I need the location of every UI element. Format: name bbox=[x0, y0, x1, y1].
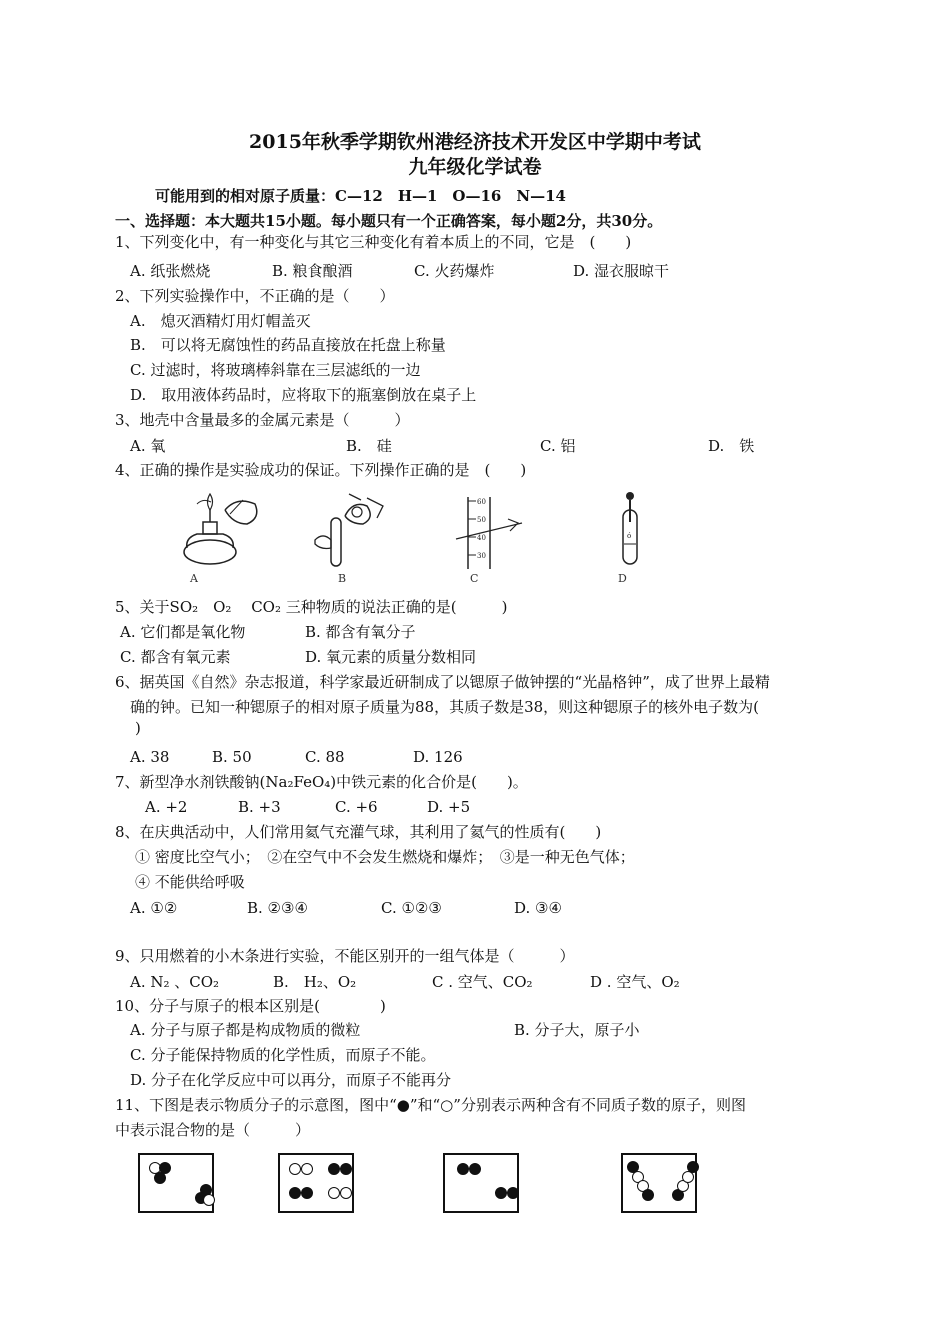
solid-atom bbox=[687, 1161, 699, 1173]
q6-option-c: C. 88 bbox=[305, 748, 345, 766]
q9-option-b: B. H₂、O₂ bbox=[273, 973, 357, 991]
figure-d-label: D bbox=[618, 572, 627, 585]
q1-option-b: B. 粮食酿酒 bbox=[272, 262, 353, 280]
section-heading: 一、选择题：本大题共15小题。每小题只有一个正确答案，每小题2分，共30分。 bbox=[115, 212, 663, 230]
q3-option-a: A. 氧 bbox=[130, 437, 166, 455]
figure-a-alcohol-lamp bbox=[175, 490, 265, 575]
q1-option-c: C. 火药爆炸 bbox=[414, 262, 495, 280]
tick-label-40: 40 bbox=[477, 534, 486, 542]
q6-stem-line3: ) bbox=[135, 719, 141, 737]
q9-option-d: D . 空气、O₂ bbox=[590, 973, 680, 991]
q2-option-c: C. 过滤时，将玻璃棒斜靠在三层滤纸的一边 bbox=[130, 361, 421, 379]
q3-option-d: D. 铁 bbox=[708, 437, 755, 455]
figure-c-label: C bbox=[470, 572, 479, 585]
q2-option-b: B. 可以将无腐蚀性的药品直接放在托盘上称量 bbox=[130, 336, 446, 354]
figure-a-label: A bbox=[190, 572, 198, 585]
tick-label-60: 60 bbox=[477, 498, 486, 506]
q10-stem: 10、分子与原子的根本区别是( ) bbox=[115, 997, 386, 1015]
tick-label-50: 50 bbox=[477, 516, 486, 524]
tick-label-30: 30 bbox=[477, 552, 486, 560]
solid-atom bbox=[301, 1187, 313, 1199]
q9-option-c: C . 空气、CO₂ bbox=[432, 973, 533, 991]
q1-option-a: A. 纸张燃烧 bbox=[130, 262, 211, 280]
solid-atom bbox=[469, 1163, 481, 1175]
hollow-atom bbox=[203, 1194, 215, 1206]
q4-stem: 4、正确的操作是实验成功的保证。下列操作正确的是 ( ) bbox=[115, 461, 527, 479]
q3-option-c: C. 铝 bbox=[540, 437, 576, 455]
q7-option-a: A. +2 bbox=[145, 798, 188, 816]
molecule-box-d bbox=[621, 1153, 697, 1213]
q1-option-d: D. 湿衣服晾干 bbox=[573, 262, 670, 280]
q2-stem: 2、下列实验操作中，不正确的是（ ） bbox=[115, 287, 395, 305]
q8-properties-2: ④ 不能供给呼吸 bbox=[135, 873, 245, 891]
solid-atom bbox=[457, 1163, 469, 1175]
q1-stem: 1、下列变化中，有一种变化与其它三种变化有着本质上的不同，它是 ( ) bbox=[115, 233, 632, 251]
q10-option-b: B. 分子大，原子小 bbox=[514, 1021, 640, 1039]
q5-stem: 5、关于SO₂ O₂ CO₂ 三种物质的说法正确的是( ) bbox=[115, 598, 508, 616]
q8-option-d: D. ③④ bbox=[514, 899, 562, 917]
figure-d-dropper bbox=[610, 488, 650, 573]
q7-option-b: B. +3 bbox=[238, 798, 281, 816]
figure-b-label: B bbox=[338, 572, 347, 585]
solid-atom bbox=[154, 1172, 166, 1184]
q8-stem: 8、在庆典活动中，人们常用氦气充灌气球，其利用了氦气的性质有( ) bbox=[115, 823, 602, 841]
solid-atom bbox=[328, 1163, 340, 1175]
hollow-atom bbox=[340, 1187, 352, 1199]
solid-atom bbox=[289, 1187, 301, 1199]
q9-stem: 9、只用燃着的小木条进行实验，不能区别开的一组气体是（ ） bbox=[115, 947, 575, 965]
hollow-atom bbox=[301, 1163, 313, 1175]
q6-stem-line1: 6、据英国《自然》杂志报道，科学家最近研制成了以锶原子做钟摆的“光晶格钟”，成了世界上最精 bbox=[115, 673, 770, 691]
q8-option-a: A. ①② bbox=[130, 899, 178, 917]
q5-option-c: C. 都含有氧元素 bbox=[120, 648, 231, 666]
figure-c-graduated-cylinder bbox=[450, 493, 530, 575]
q5-option-b: B. 都含有氧分子 bbox=[305, 623, 416, 641]
q3-stem: 3、地壳中含量最多的金属元素是（ ） bbox=[115, 411, 410, 429]
q5-option-a: A. 它们都是氧化物 bbox=[120, 623, 246, 641]
molecule-box-c bbox=[443, 1153, 519, 1213]
figure-b-test-tube bbox=[305, 488, 395, 578]
q10-option-a: A. 分子与原子都是构成物质的微粒 bbox=[130, 1021, 361, 1039]
q10-option-c: C. 分子能保持物质的化学性质，而原子不能。 bbox=[130, 1046, 436, 1064]
q6-option-a: A. 38 bbox=[130, 748, 170, 766]
solid-atom bbox=[340, 1163, 352, 1175]
q10-option-d: D. 分子在化学反应中可以再分，而原子不能再分 bbox=[130, 1071, 452, 1089]
q5-option-d: D. 氧元素的质量分数相同 bbox=[305, 648, 477, 666]
q2-option-a: A. 熄灭酒精灯用灯帽盖灭 bbox=[130, 312, 311, 330]
q6-stem-line2: 确的钟。已知一种锶原子的相对原子质量为88，其质子数是38，则这种锶原子的核外电子数为( bbox=[130, 698, 760, 716]
q7-option-d: D. +5 bbox=[427, 798, 471, 816]
q11-stem-line2: 中表示混合物的是（ ） bbox=[115, 1121, 311, 1139]
svg-text:ó: ó bbox=[627, 532, 632, 540]
q7-stem: 7、新型净水剂铁酸钠(Na₂FeO₄)中铁元素的化合价是( )。 bbox=[115, 773, 528, 791]
molecule-box-b bbox=[278, 1153, 354, 1213]
q8-option-c: C. ①②③ bbox=[381, 899, 442, 917]
q8-option-b: B. ②③④ bbox=[247, 899, 308, 917]
solid-atom bbox=[642, 1189, 654, 1201]
q8-properties-1: ① 密度比空气小； ②在空气中不会发生燃烧和爆炸； ③是一种无色气体； bbox=[135, 848, 635, 866]
q9-option-a: A. N₂ 、CO₂ bbox=[130, 973, 220, 991]
exam-title: 2015年秋季学期钦州港经济技术开发区中学期中考试 bbox=[249, 131, 701, 153]
exam-subtitle: 九年级化学试卷 bbox=[408, 156, 542, 178]
q11-stem-line1: 11、下图是表示物质分子的示意图，图中“●”和“○”分别表示两种含有不同质子数的原子，则图 bbox=[115, 1096, 746, 1114]
q2-option-d: D. 取用液体药品时，应将取下的瓶塞倒放在桌子上 bbox=[130, 386, 477, 404]
molecule-box-a bbox=[138, 1153, 214, 1213]
hollow-atom bbox=[328, 1187, 340, 1199]
q6-option-d: D. 126 bbox=[413, 748, 463, 766]
solid-atom bbox=[507, 1187, 519, 1199]
solid-atom bbox=[495, 1187, 507, 1199]
atomic-mass-note: 可能用到的相对原子质量：C—12 H—1 O—16 N—14 bbox=[155, 187, 566, 205]
q7-option-c: C. +6 bbox=[335, 798, 378, 816]
q6-option-b: B. 50 bbox=[212, 748, 252, 766]
q3-option-b: B. 硅 bbox=[346, 437, 392, 455]
hollow-atom bbox=[289, 1163, 301, 1175]
